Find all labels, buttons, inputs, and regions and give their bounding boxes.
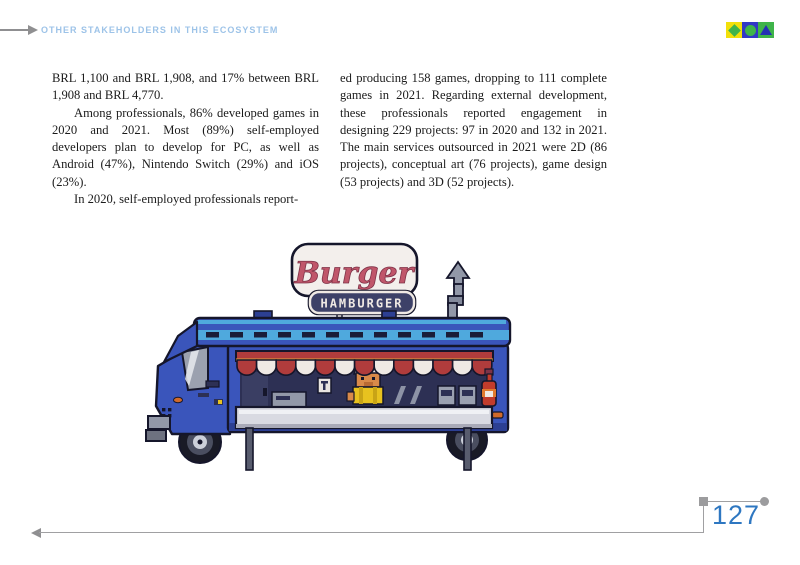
sign-subtitle-text: HAMBURGER: [320, 296, 404, 311]
awning: [236, 351, 493, 375]
footer-corner-line: [703, 502, 704, 533]
page-number: 127: [712, 500, 761, 530]
paragraph: ed producing 158 games, dropping to 111 complete games in 2021. Regarding external development, these professionals reported engagement in designing 229 projects: 97 in 2020 and 132 in 2021. The main services outsourced in 2021 were 2D (86 projects), conceptual art (76 projects), game design (53 projects) and 3D (52 projects).: [340, 71, 607, 189]
arrow-right-icon: [28, 25, 38, 35]
sign-title-text: Burger: [294, 256, 414, 291]
footer-rule-line: [39, 532, 704, 533]
header-decor-icons: [726, 22, 774, 38]
paragraph: In 2020, self-employed professionals report-: [74, 192, 299, 207]
diamond-glyph: [728, 24, 741, 37]
diamond-icon: [726, 22, 742, 38]
dot-marker-icon: [760, 497, 769, 506]
header-rule-line: [0, 29, 29, 31]
triangle-icon: [758, 22, 774, 38]
circle-icon: [742, 22, 758, 38]
circle-glyph: [745, 25, 756, 36]
right-column: [340, 70, 607, 208]
burger-sign: [292, 244, 417, 324]
square-marker-icon: [699, 497, 708, 506]
left-column: [52, 70, 319, 208]
chimney: [447, 262, 469, 325]
truck-cab: [146, 343, 230, 441]
section-title: OTHER STAKEHOLDERS IN THIS ECOSYSTEM: [41, 25, 279, 35]
paragraph: BRL 1,100 and BRL 1,908, and 17% between BRL 1,908 and BRL 4,770.: [52, 71, 319, 103]
food-truck-illustration: [142, 240, 522, 480]
paragraph: Among professionals, 86% developed games in 2020 and 2021. Most (89%) self-employed developers plan to develop for PC, as well as Android (47%), Nintendo Switch (29%) and iOS (23%).: [52, 105, 319, 189]
triangle-glyph: [760, 25, 772, 35]
article-columns: [52, 70, 607, 208]
